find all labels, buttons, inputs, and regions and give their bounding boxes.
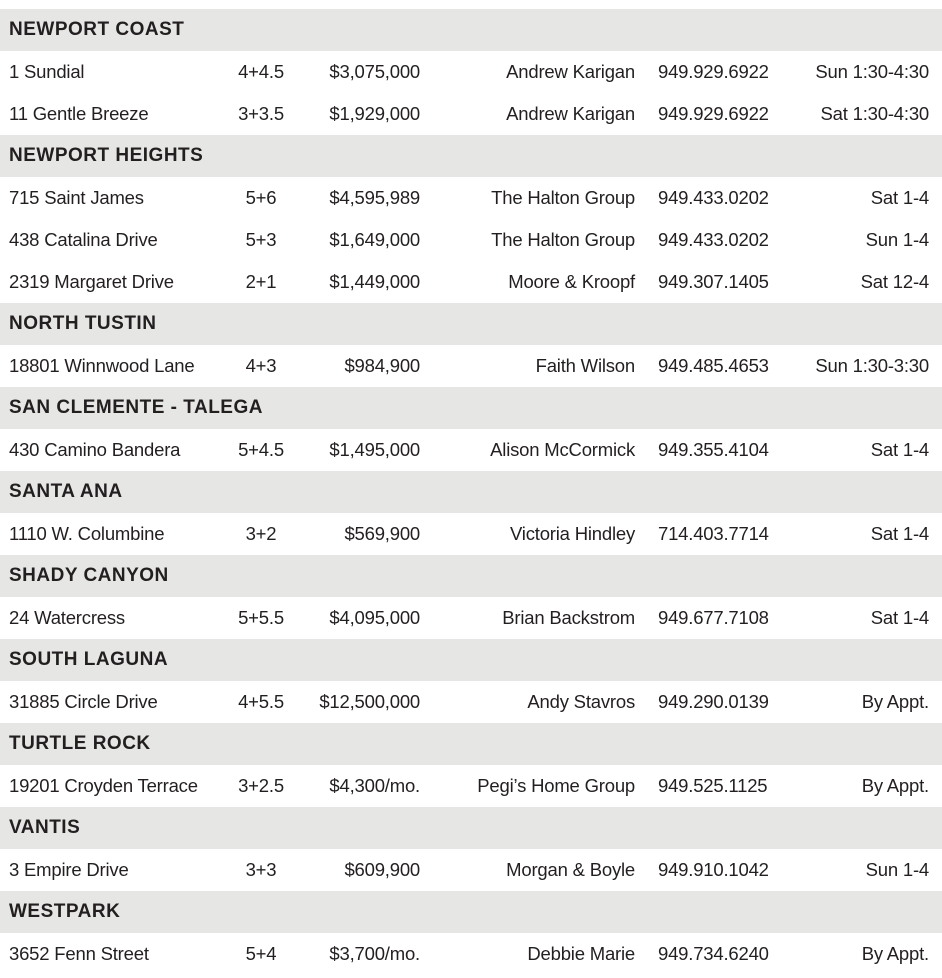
listing-address: 715 Saint James — [9, 187, 144, 208]
listing-agent: Andy Stavros — [527, 691, 635, 712]
listing-open-house-time: Sun 1:30-4:30 — [815, 61, 929, 82]
listing-address: 1110 W. Columbine — [9, 523, 165, 544]
listing-beds-baths: 3+2 — [245, 523, 277, 544]
listing-row — [0, 345, 942, 387]
listing-address: 3 Empire Drive — [9, 859, 129, 880]
listing-phone: 949.433.0202 — [658, 187, 769, 208]
listing-agent: Brian Backstrom — [502, 607, 635, 628]
listing-phone: 949.355.4104 — [658, 439, 769, 460]
section-header: SANTA ANA — [0, 471, 942, 513]
listing-row — [0, 765, 942, 807]
section-header: VANTIS — [0, 807, 942, 849]
listing-agent: The Halton Group — [491, 229, 635, 250]
listing-address: 430 Camino Bandera — [9, 439, 181, 460]
listing-open-house-time: Sun 1:30-3:30 — [815, 355, 929, 376]
listing-open-house-time: By Appt. — [861, 691, 929, 712]
listing-row — [0, 933, 942, 975]
section-header: TURTLE ROCK — [0, 723, 942, 765]
listing-price: $3,075,000 — [329, 61, 420, 82]
listing-address: 1 Sundial — [9, 61, 85, 82]
listing-agent: Pegi’s Home Group — [477, 775, 635, 796]
listing-beds-baths: 4+4.5 — [238, 61, 284, 82]
listing-address: 31885 Circle Drive — [9, 691, 158, 712]
listing-open-house-time: Sat 12-4 — [860, 271, 929, 292]
listing-address: 11 Gentle Breeze — [9, 103, 149, 124]
listing-beds-baths: 5+4.5 — [238, 439, 284, 460]
listing-agent: Andrew Karigan — [506, 103, 635, 124]
listing-open-house-time: Sat 1:30-4:30 — [820, 103, 929, 124]
listing-row — [0, 219, 942, 261]
listing-phone: 949.677.7108 — [658, 607, 769, 628]
listing-phone: 949.307.1405 — [658, 271, 769, 292]
listing-open-house-time: By Appt. — [861, 775, 929, 796]
listing-beds-baths: 5+6 — [245, 187, 277, 208]
listing-row — [0, 513, 942, 555]
listing-open-house-time: Sun 1-4 — [865, 229, 929, 250]
listing-beds-baths: 4+5.5 — [238, 691, 284, 712]
listing-phone: 949.929.6922 — [658, 61, 769, 82]
section-header: SAN CLEMENTE - TALEGA — [0, 387, 942, 429]
listing-agent: Andrew Karigan — [506, 61, 635, 82]
section-header: NEWPORT HEIGHTS — [0, 135, 942, 177]
listing-open-house-time: Sat 1-4 — [870, 187, 929, 208]
listing-row — [0, 849, 942, 891]
listing-beds-baths: 2+1 — [245, 271, 277, 292]
listing-agent: Faith Wilson — [535, 355, 635, 376]
listing-address: 19201 Croyden Terrace — [9, 775, 198, 796]
listing-phone: 714.403.7714 — [658, 523, 769, 544]
listing-agent: Moore & Kroopf — [508, 271, 635, 292]
section-header: NEWPORT COAST — [0, 9, 942, 51]
listing-beds-baths: 3+2.5 — [238, 775, 284, 796]
listing-address: 438 Catalina Drive — [9, 229, 158, 250]
open-house-listings — [0, 9, 942, 975]
listing-price: $12,500,000 — [319, 691, 420, 712]
listing-phone: 949.485.4653 — [658, 355, 769, 376]
listing-price: $4,300/mo. — [329, 775, 420, 796]
listing-row — [0, 177, 942, 219]
listing-beds-baths: 3+3 — [245, 859, 277, 880]
listing-address: 24 Watercress — [9, 607, 125, 628]
listing-price: $1,449,000 — [329, 271, 420, 292]
listing-agent: Morgan & Boyle — [506, 859, 635, 880]
listing-beds-baths: 5+5.5 — [238, 607, 284, 628]
listing-beds-baths: 3+3.5 — [238, 103, 284, 124]
listing-address: 2319 Margaret Drive — [9, 271, 174, 292]
listing-price: $609,900 — [344, 859, 420, 880]
listing-price: $1,929,000 — [329, 103, 420, 124]
listing-price: $4,095,000 — [329, 607, 420, 628]
listing-price: $1,495,000 — [329, 439, 420, 460]
listing-phone: 949.290.0139 — [658, 691, 769, 712]
listing-row — [0, 93, 942, 135]
listing-agent: Alison McCormick — [490, 439, 635, 460]
listing-beds-baths: 5+4 — [245, 943, 277, 964]
listing-row — [0, 261, 942, 303]
listing-open-house-time: By Appt. — [861, 943, 929, 964]
listing-address: 18801 Winnwood Lane — [9, 355, 195, 376]
listing-agent: Victoria Hindley — [510, 523, 635, 544]
listing-phone: 949.734.6240 — [658, 943, 769, 964]
listing-phone: 949.910.1042 — [658, 859, 769, 880]
listing-phone: 949.525.1125 — [658, 775, 768, 796]
listing-open-house-time: Sat 1-4 — [870, 607, 929, 628]
listing-price: $1,649,000 — [329, 229, 420, 250]
listing-phone: 949.433.0202 — [658, 229, 769, 250]
listing-price: $569,900 — [344, 523, 420, 544]
listing-row — [0, 51, 942, 93]
listing-row — [0, 681, 942, 723]
listing-open-house-time: Sat 1-4 — [870, 523, 929, 544]
listing-phone: 949.929.6922 — [658, 103, 769, 124]
listing-price: $3,700/mo. — [329, 943, 420, 964]
section-header: NORTH TUSTIN — [0, 303, 942, 345]
listing-open-house-time: Sat 1-4 — [870, 439, 929, 460]
listing-agent: Debbie Marie — [527, 943, 635, 964]
listing-address: 3652 Fenn Street — [9, 943, 149, 964]
section-header: WESTPARK — [0, 891, 942, 933]
section-header: SOUTH LAGUNA — [0, 639, 942, 681]
listing-agent: The Halton Group — [491, 187, 635, 208]
listing-open-house-time: Sun 1-4 — [865, 859, 929, 880]
listing-beds-baths: 5+3 — [245, 229, 277, 250]
listing-price: $984,900 — [344, 355, 420, 376]
listing-price: $4,595,989 — [329, 187, 420, 208]
listing-row — [0, 597, 942, 639]
listing-row — [0, 429, 942, 471]
section-header: SHADY CANYON — [0, 555, 942, 597]
listing-beds-baths: 4+3 — [245, 355, 277, 376]
